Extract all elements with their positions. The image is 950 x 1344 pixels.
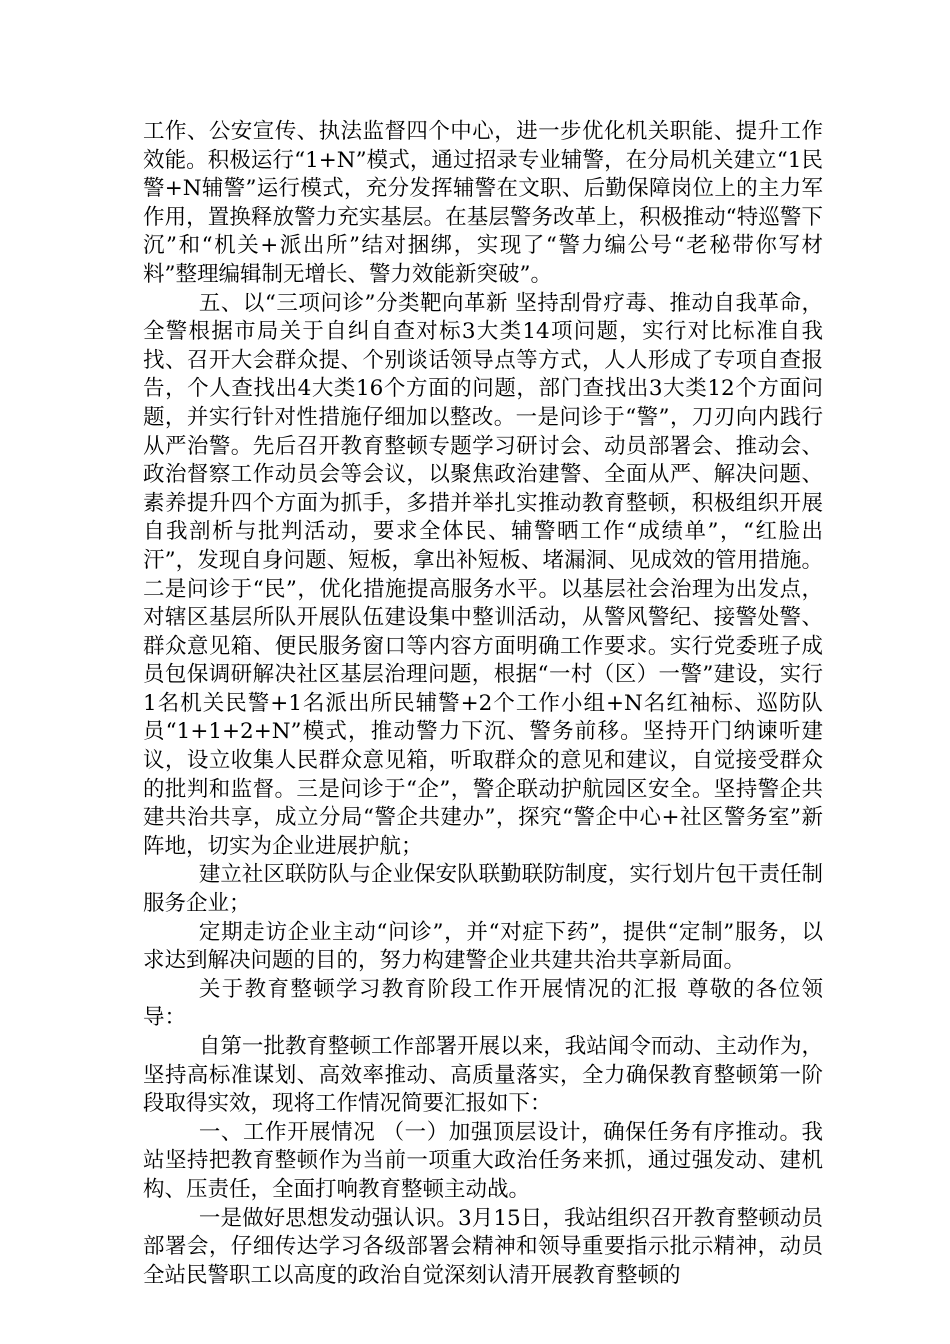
- paragraph-continued: 工作、公安宣传、执法监督四个中心，进一步优化机关职能、提升工作效能。积极运行“1+N”模式，通过招录专业辅警，在分局机关建立“1民警+N辅警”运行模式，充分发挥辅警在文职、后勤保障岗位上的主力军作用，置换释放警力充实基层。在基层警务改革上，积极推动“特巡警下沉”和“机关+派出所”结对捆绑，实现了“警力编公号“老秘带你写材料”整理编辑制无增长、警力效能新突破”。: [143, 119, 823, 287]
- paragraph-section-five: 五、以“三项问诊”分类靶向革新 坚持刮骨疗毒、推动自我革命，全警根据市局关于自纠自查对标3大类14项问题，实行对比标准自我找、召开大会群众提、个别谈话领导点等方式，人人形成了专项自查报告，个人查找出4大类16个方面的问题，部门查找出3大类12个方面问题，并实行针对性措施仔细加以整改。一是问诊于“警”，刀刃向内践行从严治警。先后召开教育整顿专题学习研讨会、动员部署会、推动会、政治督察工作动员会等会议，以聚焦政治建警、全面从严、解决问题、素养提升四个方面为抓手，多措并举扎实推动教育整顿，积极组织开展自我剖析与批判活动，要求全体民、辅警晒工作“成绩单”，“红脸出汗”，发现自身问题、短板，拿出补短板、堵漏洞、见成效的管用措施。二是问诊于“民”，优化措施提高服务水平。以基层社会治理为出发点，对辖区基层所队开展队伍建设集中整训活动，从警风警纪、接警处警、群众意见箱、便民服务窗口等内容方面明确工作要求。实行党委班子成员包保调研解决社区基层治理问题，根据“一村（区）一警”建设，实行1名机关民警+1名派出所民辅警+2个工作小组+N名红袖标、巡防队员“1+1+2+N”模式，推动警力下沉、警务前移。坚持开门纳谏听建议，设立收集人民群众意见箱，听取群众的意见和建议，自觉接受群众的批判和监督。三是问诊于“企”，警企联动护航园区安全。坚持警企共建共治共享，成立分局“警企共建办”，探究“警企中心+社区警务室”新阵地，切实为企业进展护航；: [143, 290, 823, 859]
- paragraph-joint-defense: 建立社区联防队与企业保安队联勤联防制度，实行划片包干责任制服务企业；: [143, 862, 823, 917]
- paragraph-report-title: 关于教育整顿学习教育阶段工作开展情况的汇报 尊敬的各位领导：: [143, 976, 823, 1031]
- document-body: [143, 118, 823, 1290]
- paragraph-enterprise-visits: 定期走访企业主动“问诊”，并“对症下药”，提供“定制”服务，以求达到解决问题的目的，努力构建警企业共建共治共享新局面。: [143, 919, 823, 974]
- paragraph-intro: 自第一批教育整顿工作部署开展以来，我站闻令而动、主动作为，坚持高标准谋划、高效率推动、高质量落实，全力确保教育整顿第一阶段取得实效，现将工作情况简要汇报如下：: [143, 1034, 823, 1117]
- paragraph-section-one: 一、工作开展情况 （一）加强顶层设计，确保任务有序推动。我站坚持把教育整顿作为当前一项重大政治任务来抓，通过强发动、建机构、压责任，全面打响教育整顿主动战。: [143, 1119, 823, 1202]
- paragraph-mobilization: 一是做好思想发动强认识。3月15日，我站组织召开教育整顿动员部署会，仔细传达学习各级部署会精神和领导重要指示批示精神，动员全站民警职工以高度的政治自觉深刻认清开展教育整顿的: [143, 1205, 823, 1288]
